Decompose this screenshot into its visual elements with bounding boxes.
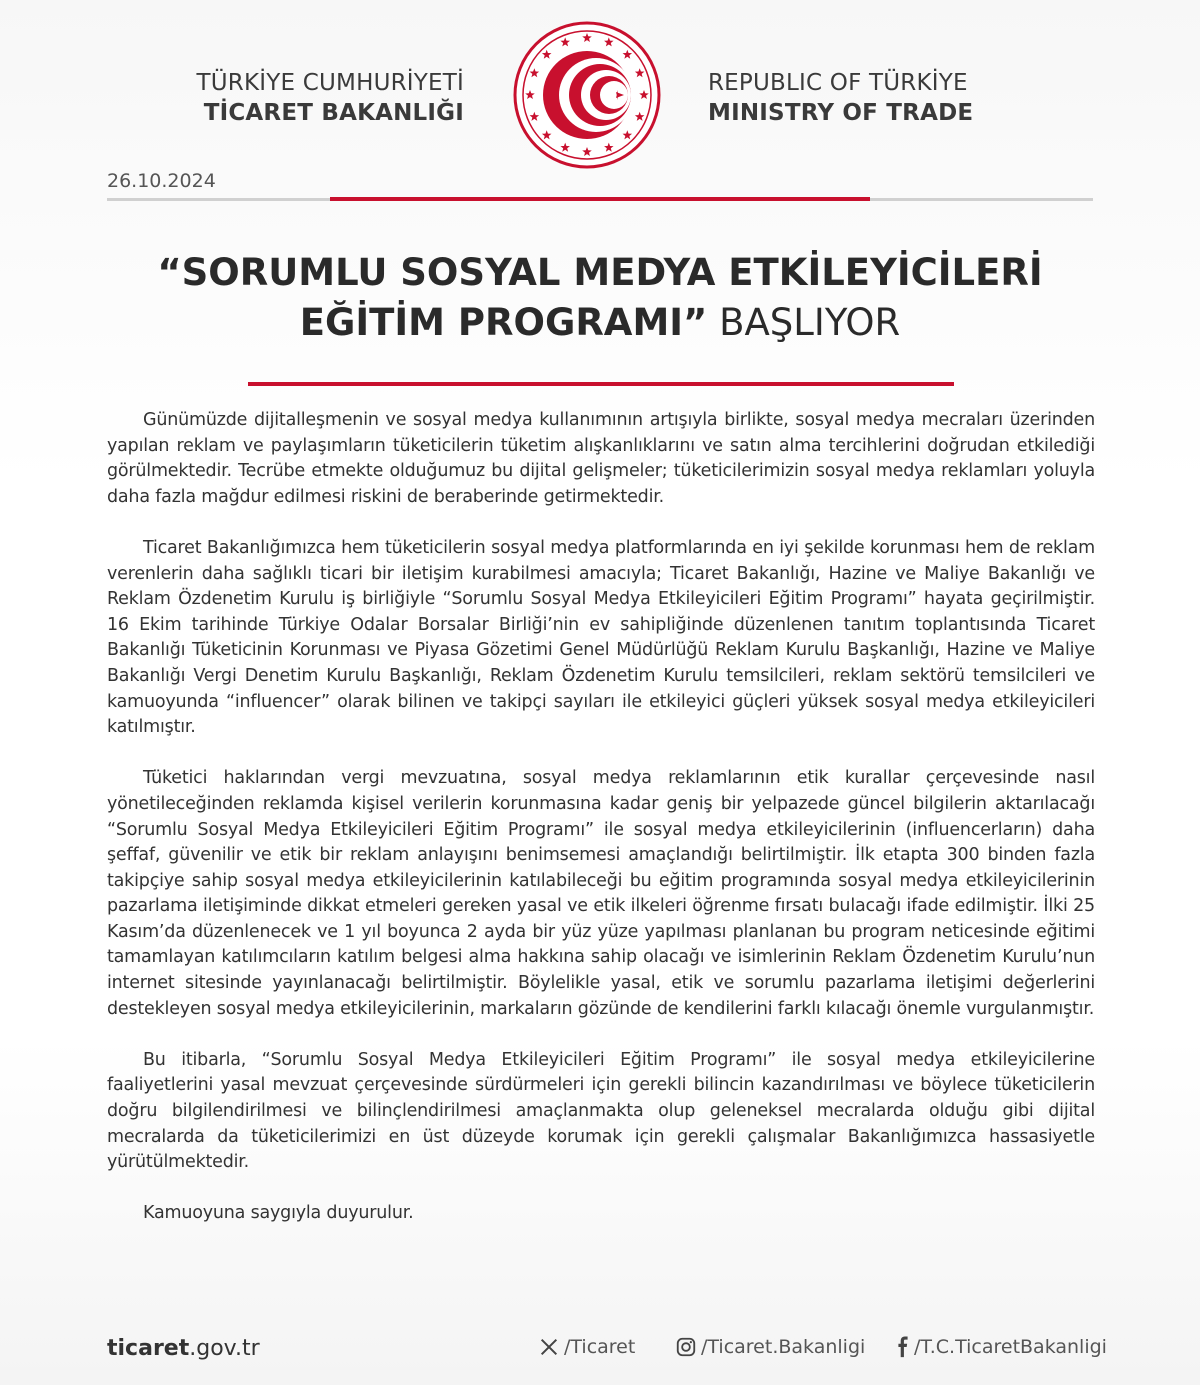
- website-domain-rest: .gov.tr: [189, 1336, 260, 1361]
- org-name-en: [708, 68, 973, 128]
- x-logo-icon: [538, 1336, 560, 1358]
- org-ministry-tr: TİCARET BAKANLIĞI: [203, 100, 464, 126]
- title-line-2-normal: BAŞLIYOR: [719, 301, 901, 344]
- closing-line: Kamuoyuna saygıyla duyurulur.: [143, 1203, 414, 1224]
- instagram-logo-icon: [675, 1336, 697, 1358]
- org-ministry-en: MINISTRY OF TRADE: [708, 100, 974, 126]
- org-country-en: REPUBLIC OF TÜRKİYE: [708, 70, 968, 96]
- website-domain-bold: ticaret: [107, 1336, 190, 1361]
- press-release-body: [107, 408, 1095, 1253]
- title-divider: [248, 382, 954, 386]
- ministry-emblem-icon: [512, 20, 662, 170]
- footer: [0, 1330, 1200, 1370]
- letterhead: [0, 0, 1200, 170]
- facebook-handle: /T.C.TicaretBakanligi: [914, 1336, 1107, 1358]
- facebook-account-link[interactable]: [896, 1336, 1107, 1358]
- paragraph: Günümüzde dijitalleşmenin ve sosyal medya kullanımının artışıyla birlikte, sosyal medya mecraları üzerinden yapılan reklam ve paylaşımların tüketicilerin tüketim alışkanlıklarını ve satın alma tercihlerini doğrudan etkilediği görülmektedir. Tecrübe etmekte olduğumuz bu dijital gelişmeler; tüketicilerimizin sosyal medya reklamları yoluyla daha fazla mağdur edilmesi riskini de beraberinde getirmektedir.: [107, 410, 1095, 507]
- paragraph: Bu itibarla, “Sorumlu Sosyal Medya Etkileyicileri Eğitim Programı” ile sosyal medya etkileyicilerine faaliyetlerini yasal mevzuat çerçevesinde sürdürmeleri için gerekli bilincin kazandırılması ve böylece tüketicilerin doğru bilgilendirilmesi ve bilinçlendirilmesi amaçlanmakta olup geleneksel mecralarda olduğu gibi dijital mecralarda da tüketicilerimizi en üst düzeyde korumak için gerekli çalışmalar Bakanlığımızca hassasiyetle yürütülmektedir.: [107, 1049, 1095, 1173]
- paragraph: Ticaret Bakanlığımızca hem tüketicilerin sosyal medya platformlarında en iyi şekilde korunması hem de reklam verenlerin daha sağlıklı ticari bir iletişim kurabilmesi amacıyla; Ticaret Bakanlığı, Hazine ve Maliye Bakanlığı ve Reklam Özdenetim Kurulu iş birliğiyle “Sorumlu Sosyal Medya Etkileyicileri Eğitim Programı” hayata geçirilmiştir. 16 Ekim tarihinde Türkiye Odalar Borsalar Birliği’nin ev sahipliğinde düzenlenen tanıtım toplantısında Ticaret Bakanlığı Tüketicinin Korunması ve Piyasa Gözetimi Genel Müdürlüğü Reklam Kurulu Başkanlığı, Hazine ve Maliye Bakanlığı Vergi Denetim Kurulu Başkanlığı, Reklam Özdenetim Kurulu temsilcileri, reklam sektörü temsilcileri ve kamuoyunda “influencer” olarak bilinen ve takipçi sayıları ile etkileyici güçleri yüksek sosyal medya etkileyicileri katılmıştır.: [107, 537, 1095, 738]
- document-date: 26.10.2024: [107, 170, 216, 192]
- website-link[interactable]: [107, 1336, 260, 1361]
- instagram-handle: /Ticaret.Bakanligi: [701, 1336, 866, 1358]
- paragraph: Tüketici haklarından vergi mevzuatına, sosyal medya reklamlarının etik kurallar çerçevesinde nasıl yönetileceğinden reklamda kişisel verilerin korunmasına kadar geniş bir yelpazede güncel bilgilerin aktarılacağı “Sorumlu Sosyal Medya Etkileyicileri Eğitim Programı” ile sosyal medya etkileyicilerinin (influencerların) daha şeffaf, güvenilir ve etik bir reklam anlayışını benimsemesi amaçlandığı belirtilmiştir. İlk etapta 300 binden fazla takipçiye sahip sosyal medya etkileyicilerinin katılabileceği bu eğitim programında sosyal medya etkileyicilerinin pazarlama iletişiminde dikkat etmeleri gereken yasal ve etik ilkeleri öğrenme fırsatı bulacağı ifade edilmiştir. İlki 25 Kasım’da düzenlenecek ve 1 yıl boyunca 2 ayda bir yüz yüze yapılması planlanan bu program neticesinde eğitimi tamamlayan katılımcıların katılım belgesi alma hakkına sahip olacağı ve isimlerinin Reklam Özdenetim Kurulu’nun internet sitesinde yayınlanacağı belirtilmiştir. Böylelikle yasal, etik ve sorumlu pazarlama iletişimi değerlerini destekleyen sosyal medya etkileyicilerinin, markaların gözünde de kendilerini farklı kılacağı önemle vurgulanmıştır.: [107, 768, 1095, 1019]
- x-handle: /Ticaret: [564, 1336, 636, 1358]
- title-line-2-bold: EĞİTİM PROGRAMI”: [299, 301, 708, 344]
- org-name-tr: [197, 68, 464, 128]
- title-line-1: “SORUMLU SOSYAL MEDYA ETKİLEYİCİLERİ: [157, 251, 1043, 294]
- header-divider-accent: [330, 197, 870, 201]
- x-account-link[interactable]: [538, 1336, 635, 1358]
- instagram-account-link[interactable]: [675, 1336, 865, 1358]
- page-title: [100, 248, 1100, 348]
- org-country-tr: TÜRKİYE CUMHURİYETİ: [196, 70, 464, 96]
- facebook-logo-icon: [896, 1336, 910, 1358]
